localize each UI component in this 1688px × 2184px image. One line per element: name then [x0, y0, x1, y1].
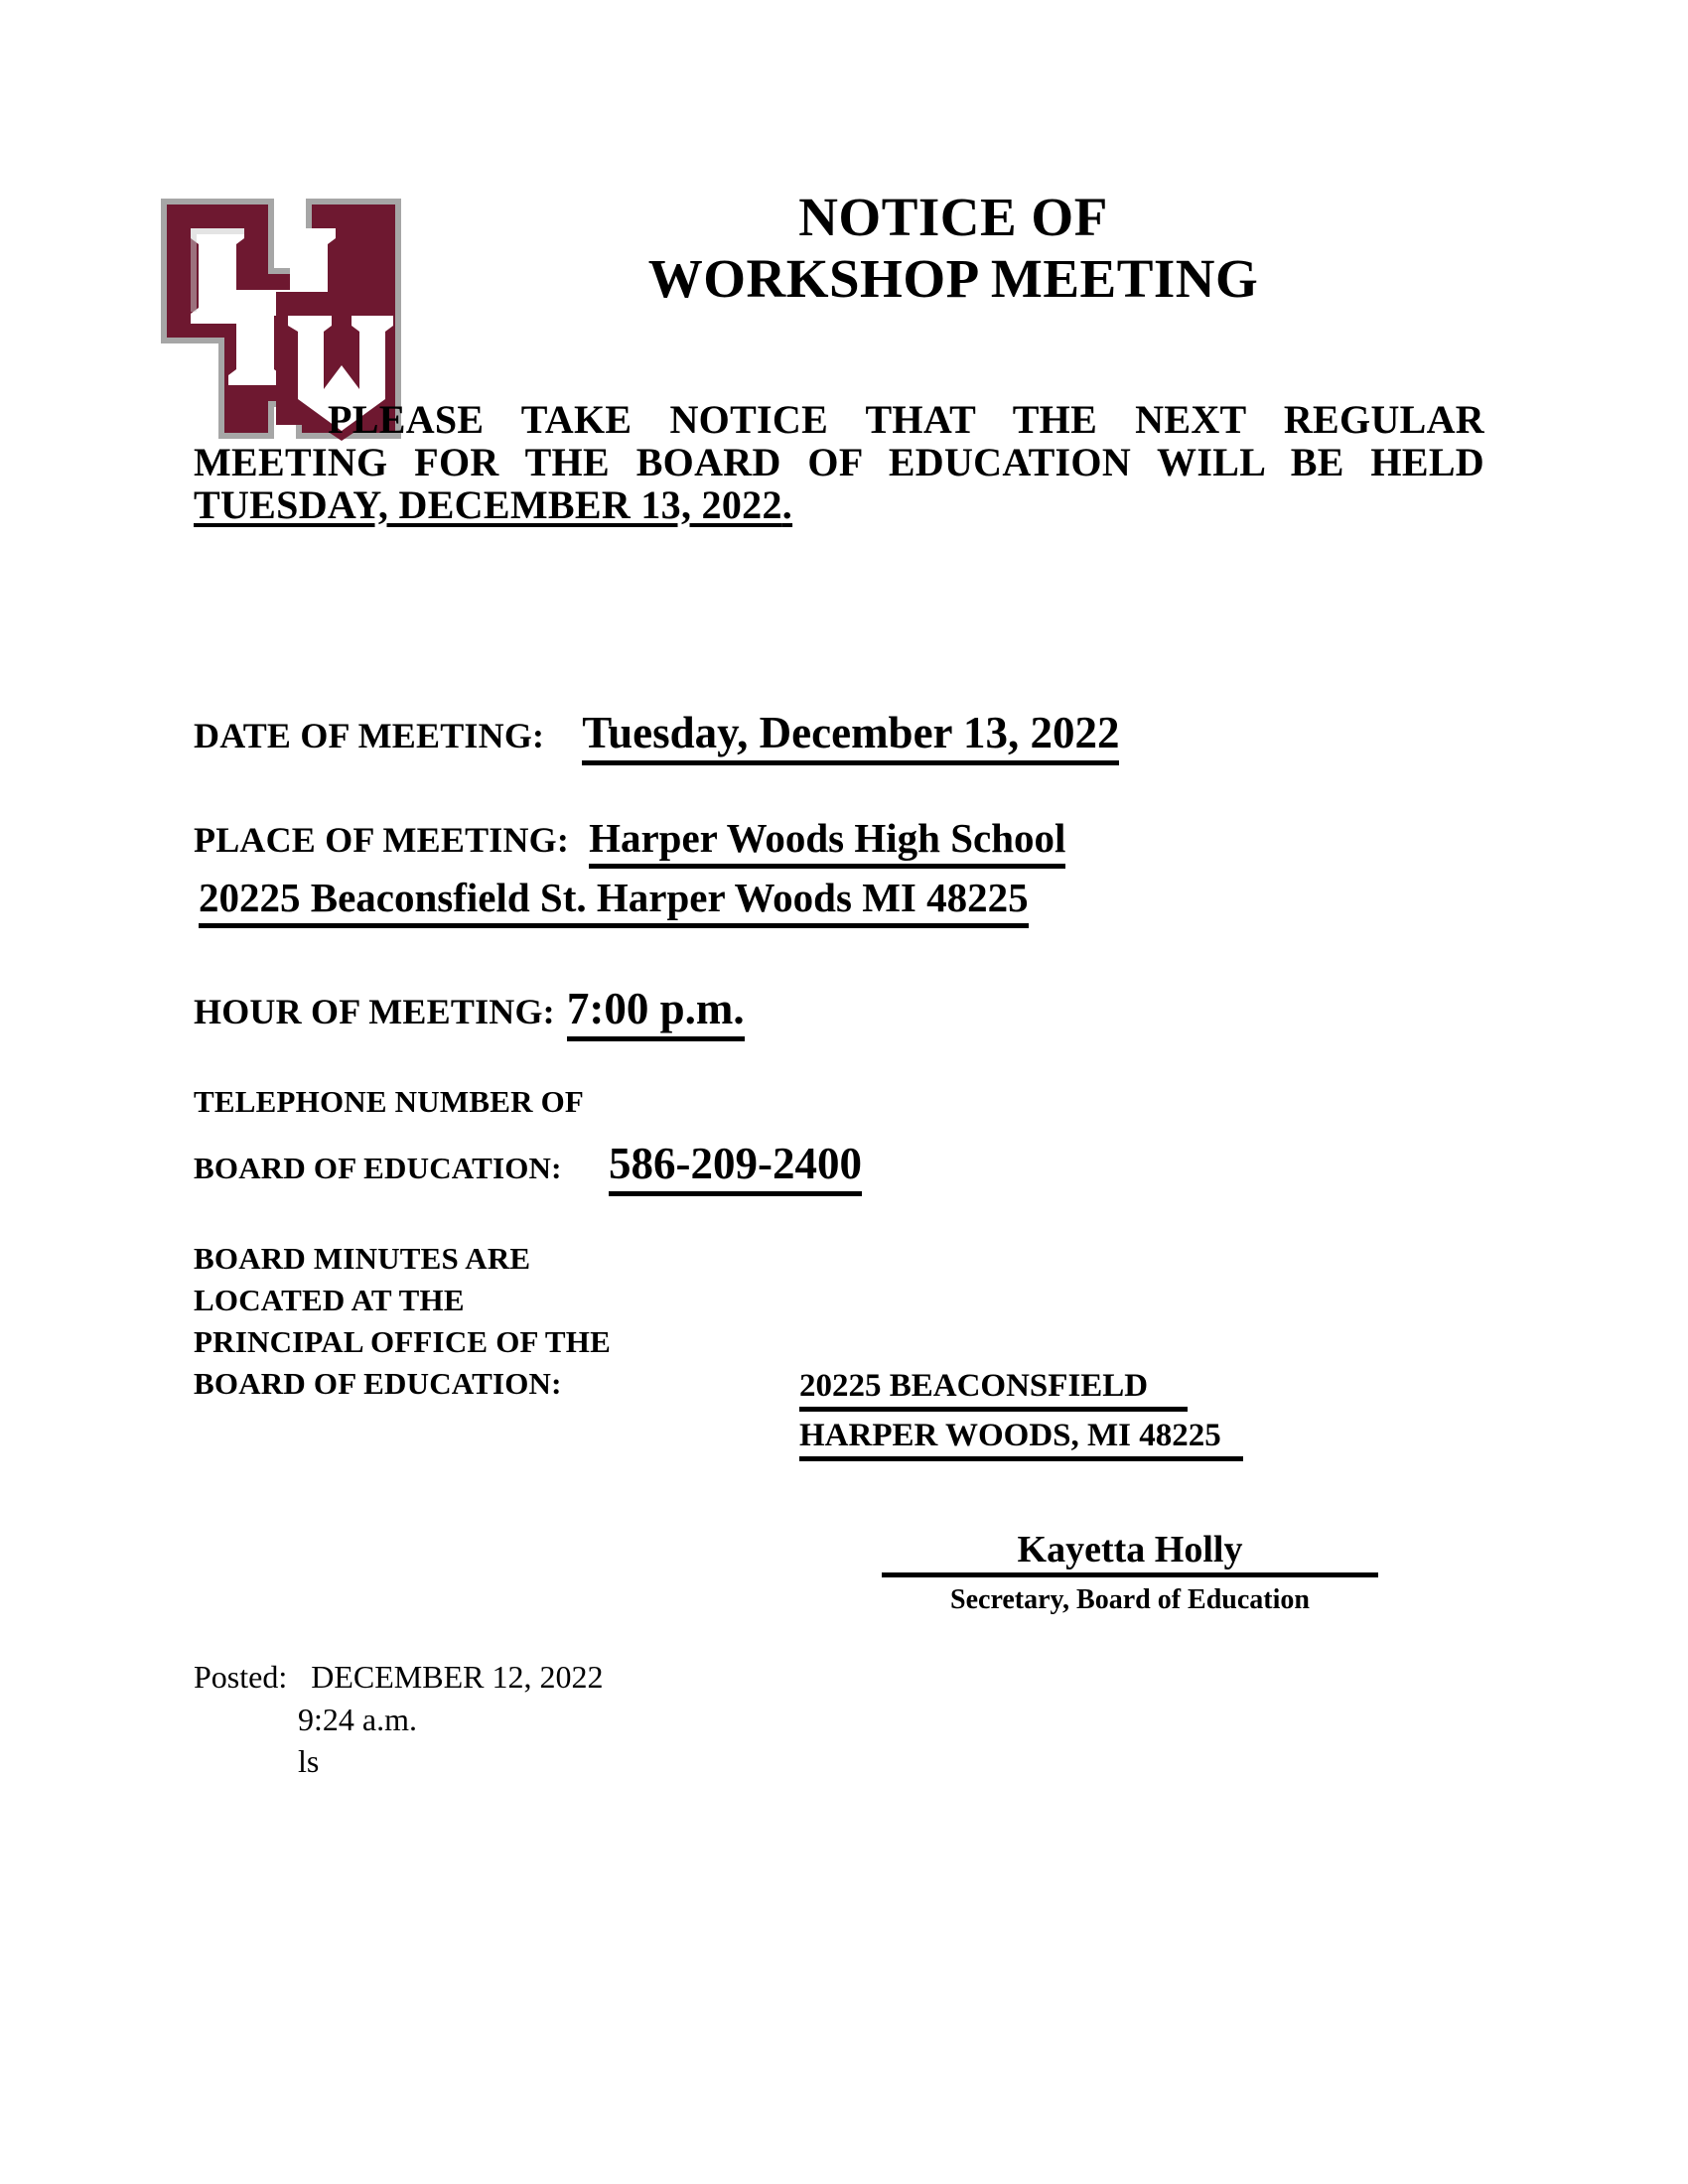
signature-title: Secretary, Board of Education [950, 1584, 1310, 1615]
hour-of-meeting-value: 7:00 p.m. [567, 983, 745, 1041]
board-minutes-label-line-3 [194, 1324, 611, 1360]
board-minutes-text-4: BOARD OF EDUCATION: [194, 1366, 562, 1401]
board-minutes-label-line-2 [194, 1283, 465, 1318]
board-minutes-text-2: LOCATED AT THE [194, 1283, 465, 1317]
title-line-2: WORKSHOP MEETING [647, 248, 1259, 310]
board-minutes-address-line-1: 20225 BEACONSFIELD [799, 1368, 1188, 1412]
place-of-meeting-address-row [199, 874, 1029, 928]
notice-tail-period: . [781, 481, 793, 527]
board-minutes-label-line-4 [194, 1366, 562, 1402]
telephone-label-text-2: BOARD OF EDUCATION: [194, 1151, 562, 1185]
board-minutes-text-1: BOARD MINUTES ARE [194, 1241, 531, 1276]
posted-block [194, 1656, 603, 1783]
board-minutes-address-line-2: HARPER WOODS, MI 48225 [799, 1418, 1243, 1461]
posted-time-row [194, 1699, 603, 1741]
place-of-meeting-value: Harper Woods High School [589, 814, 1065, 869]
date-of-meeting-label: DATE OF MEETING: [194, 716, 545, 755]
posted-initials-row [194, 1740, 603, 1783]
posted-date: DECEMBER 12, 2022 [311, 1659, 604, 1695]
posted-time: 9:24 a.m. [298, 1701, 417, 1737]
place-of-meeting-label: PLACE OF MEETING: [194, 820, 570, 860]
hour-of-meeting-label: HOUR OF MEETING: [194, 992, 555, 1031]
telephone-label-text-1: TELEPHONE NUMBER OF [194, 1084, 585, 1119]
signature-block [882, 1531, 1378, 1616]
page-title [427, 187, 1479, 310]
notice-emphasis-date: TUESDAY, DECEMBER 13, 2022 [194, 481, 782, 527]
notice-paragraph [194, 399, 1484, 526]
date-of-meeting-row [194, 707, 1119, 765]
place-of-meeting-row [194, 814, 1065, 869]
title-line-1: NOTICE OF [798, 187, 1108, 247]
posted-initials: ls [298, 1743, 320, 1780]
place-of-meeting-address: 20225 Beaconsfield St. Harper Woods MI 48225 [199, 874, 1029, 928]
telephone-row [194, 1138, 862, 1196]
board-minutes-text-3: PRINCIPAL OFFICE OF THE [194, 1324, 611, 1359]
board-minutes-label-line-1 [194, 1241, 530, 1277]
board-minutes-address-row-1 [799, 1368, 1188, 1412]
telephone-value: 586-209-2400 [609, 1138, 862, 1196]
telephone-label-line-1 [194, 1084, 584, 1120]
posted-date-row [194, 1656, 603, 1699]
board-minutes-address-row-2 [799, 1418, 1243, 1461]
signature-name: Kayetta Holly [882, 1531, 1378, 1577]
notice-lead-text: PLEASE TAKE NOTICE THAT THE NEXT REGULAR MEETING FOR THE BOARD OF EDUCATION WILL BE HELD [194, 397, 1484, 484]
date-of-meeting-value: Tuesday, December 13, 2022 [582, 707, 1119, 765]
posted-label: Posted: [194, 1659, 288, 1695]
hour-of-meeting-row [194, 983, 745, 1041]
